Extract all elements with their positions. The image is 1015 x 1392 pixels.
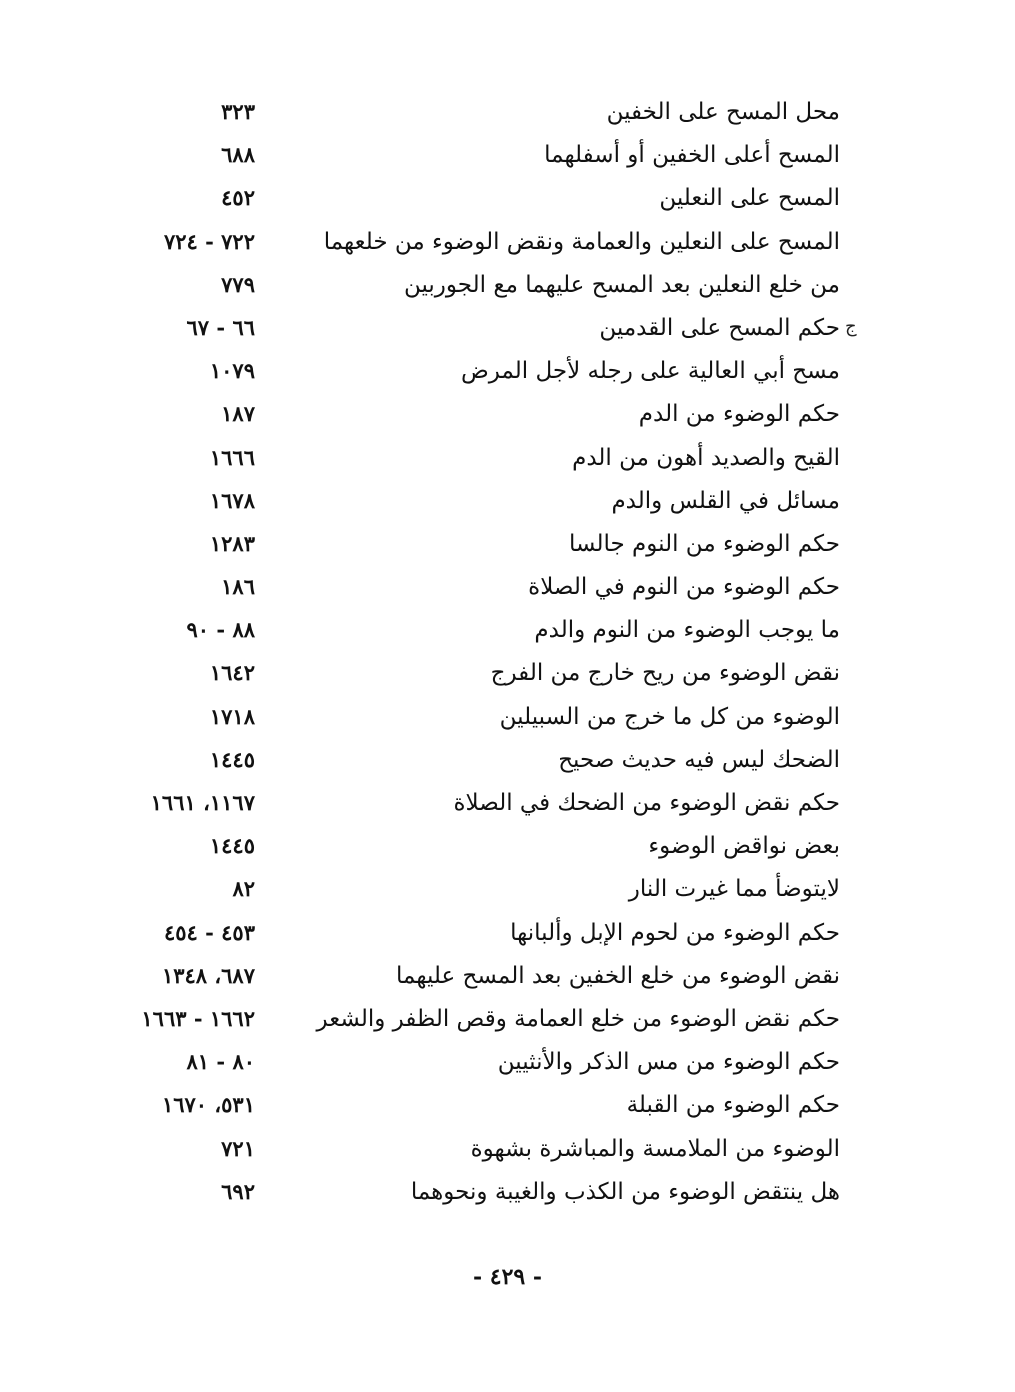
entry-pages: ١٦٦٦	[209, 444, 255, 470]
index-entry	[0, 869, 1015, 912]
index-entry	[0, 438, 1015, 481]
entry-pages: ٦٨٨	[221, 142, 255, 168]
entry-pages: ١٨٧	[221, 401, 255, 427]
entry-pages: ٦٨٧، ١٣٤٨	[161, 962, 255, 988]
entry-topic: المسح أعلى الخفين أو أسفلهما	[544, 142, 840, 169]
entry-topic: حكم الوضوء من النوم جالسا	[568, 530, 840, 557]
entry-topic: حكم نقض الوضوء من خلع العمامة وقص الظفر والشعر	[316, 1005, 840, 1032]
entry-topic: بعض نواقض الوضوء	[648, 833, 840, 860]
index-entry	[0, 913, 1015, 956]
entry-pages: ٥٣١، ١٦٧٠	[161, 1092, 255, 1118]
index-entry	[0, 956, 1015, 999]
index-entry	[0, 265, 1015, 308]
entry-topic: من خلع النعلين بعد المسح عليهما مع الجوربين	[403, 271, 840, 298]
entry-topic: حكم الوضوء من لحوم الإبل وألبانها	[510, 919, 840, 946]
index-entry	[0, 740, 1015, 783]
entry-pages: ٤٥٢	[221, 185, 255, 211]
entry-pages: ١١٦٧، ١٦٦١	[150, 790, 255, 815]
page-number: - ٤٢٩ -	[472, 1264, 543, 1290]
margin-mark: ج	[845, 316, 857, 337]
index-entry	[0, 567, 1015, 610]
entry-topic: محل المسح على الخفين	[606, 99, 840, 125]
index-entry	[0, 1042, 1015, 1085]
entry-pages: ١٤٤٥	[209, 833, 255, 859]
entry-pages: ١٦٧٨	[209, 487, 255, 513]
entry-pages: ١٧١٨	[209, 703, 255, 729]
index-entry	[0, 524, 1015, 567]
entry-topic: المسح على النعلين	[659, 185, 840, 212]
entry-pages: ٧٧٩	[221, 271, 255, 297]
entry-pages: ٨٢	[232, 876, 255, 902]
entry-topic: حكم الوضوء من النوم في الصلاة	[528, 574, 840, 601]
entry-topic: الضحك ليس فيه حديث صحيح	[558, 746, 840, 773]
index-entry	[0, 481, 1015, 524]
entry-pages: ٧٢٢ - ٧٢٤	[163, 228, 255, 254]
entry-pages: ١٦٦٢ - ١٦٦٣	[141, 1005, 255, 1031]
entry-topic: الوضوء من كل ما خرج من السبيلين	[499, 703, 840, 730]
entry-topic: نقض الوضوء من خلع الخفين بعد المسح عليهما	[396, 962, 840, 989]
entry-topic: حكم الوضوء من الدم	[638, 401, 840, 428]
entry-topic: المسح على النعلين والعمامة ونقض الوضوء من خلعهما	[323, 228, 840, 255]
index-entry	[0, 135, 1015, 178]
entry-pages: ١٨٦	[221, 574, 255, 600]
entry-pages: ٨٨ - ٩٠	[186, 617, 255, 643]
index-entry	[0, 178, 1015, 221]
entry-pages: ٤٥٣ - ٤٥٤	[163, 919, 255, 945]
index-entry	[0, 351, 1015, 394]
entry-topic: مسائل في القلس والدم	[611, 487, 840, 514]
entry-pages: ٨٠ - ٨١	[186, 1049, 255, 1075]
entry-pages: ٦٦ - ٦٧	[186, 314, 255, 340]
entry-topic: ما يوجب الوضوء من النوم والدم	[534, 617, 840, 644]
index-entry	[0, 697, 1015, 740]
entry-topic: لايتوضأ مما غيرت النار	[628, 876, 840, 903]
entry-pages: ٣٢٣	[221, 99, 255, 124]
index-entry	[0, 308, 1015, 351]
index-entry	[0, 653, 1015, 696]
entry-topic: القيح والصديد أهون من الدم	[572, 444, 840, 471]
entry-pages: ١٠٧٩	[209, 358, 255, 384]
index-entry	[0, 394, 1015, 437]
index-entry	[0, 999, 1015, 1042]
entry-topic: حكم المسح على القدمين	[599, 314, 840, 341]
entry-topic: هل ينتقض الوضوء من الكذب والغيبة ونحوهما	[410, 1178, 840, 1205]
entry-pages: ١٢٨٣	[209, 530, 255, 556]
index-entry	[0, 783, 1015, 826]
entry-pages: ١٦٤٢	[209, 660, 255, 686]
index-entry	[0, 1085, 1015, 1128]
index-entry	[0, 222, 1015, 265]
entry-pages: ٧٢١	[221, 1135, 255, 1161]
entry-topic: نقض الوضوء من ريح خارج من الفرج	[490, 660, 840, 687]
index-entry	[0, 92, 1015, 135]
index-entry	[0, 1129, 1015, 1172]
index-entry	[0, 826, 1015, 869]
entry-pages: ١٤٤٥	[209, 746, 255, 772]
index-entry	[0, 610, 1015, 653]
entry-pages: ٦٩٢	[221, 1178, 255, 1204]
entry-topic: الوضوء من الملامسة والمباشرة بشهوة	[470, 1135, 840, 1162]
index-list	[0, 92, 1015, 1215]
entry-topic: حكم نقض الوضوء من الضحك في الصلاة	[453, 790, 840, 816]
entry-topic: حكم الوضوء من القبلة	[626, 1092, 840, 1119]
entry-topic: مسح أبي العالية على رجله لأجل المرض	[460, 358, 840, 385]
entry-topic: حكم الوضوء من مس الذكر والأنثيين	[497, 1049, 840, 1076]
index-entry	[0, 1172, 1015, 1215]
